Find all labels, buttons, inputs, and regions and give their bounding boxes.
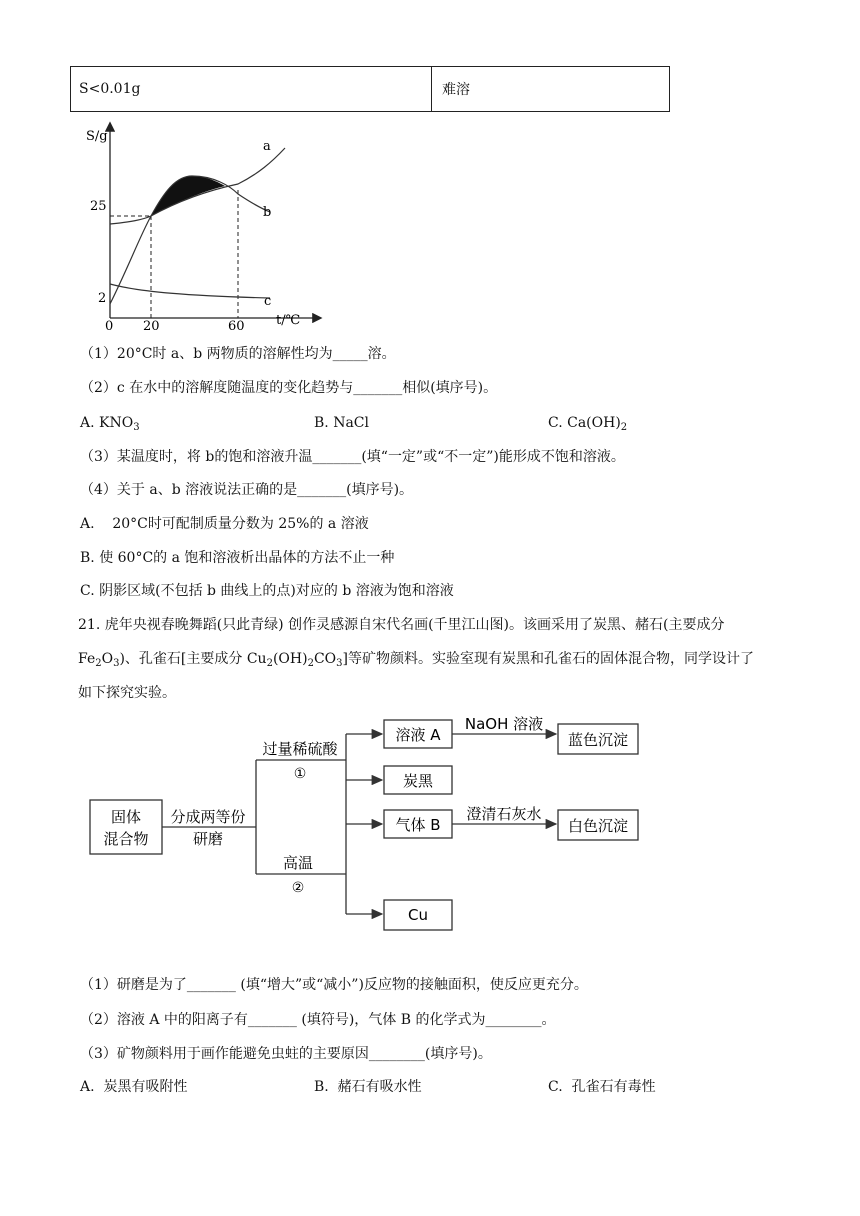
curve-c xyxy=(110,284,270,298)
q21-sub3-option-a: A. 炭黑有吸附性 xyxy=(80,1079,188,1095)
curve-label-b: b xyxy=(263,205,272,220)
q21-intro-line1: 21. 虎年央视春晚舞蹈(只此青绿) 创作灵感源自宋代名画(千里江山图)。该画采用了炭黑、赭石(主要成分 xyxy=(78,617,725,633)
y-tick-2: 2 xyxy=(98,291,107,306)
svg-text:气体 B: 气体 B xyxy=(395,816,441,834)
q20-sub2-option-c: C. $Ca(OH)_2$ xyxy=(548,415,628,433)
q21-intro-line2: $Fe_2O_3$)、孔雀石[主要成分 $Cu_2(OH)_2CO_3$]等矿物颜料。实验室现有炭黑和孔雀石的固体混合物，同学设计了 xyxy=(78,651,754,669)
q20-sub3: （3）某温度时，将 b的饱和溶液升温_______(填“一定”或“不一定”)能形成不饱和溶液。 xyxy=(80,449,625,465)
svg-text:溶液 A: 溶液 A xyxy=(395,726,441,744)
label-limewater: 澄清石灰水 xyxy=(466,805,542,823)
table-cell-solubility-class: 难溶 xyxy=(442,82,470,98)
x-tick-0: 0 xyxy=(105,319,114,334)
svg-text:白色沉淀: 白色沉淀 xyxy=(567,817,629,835)
q21-sub3-option-c: C. 孔雀石有毒性 xyxy=(548,1079,656,1095)
q20-sub4-option-b: B. 使 60°C的 a 饱和溶液析出晶体的方法不止一种 xyxy=(80,550,395,566)
q20-sub4: （4）关于 a、b 溶液说法正确的是_______(填序号)。 xyxy=(80,482,414,498)
q21-intro-line3: 如下探究实验。 xyxy=(78,685,176,701)
curve-a xyxy=(110,148,285,304)
label-split-grind-2: 研磨 xyxy=(192,830,224,848)
q20-sub2-option-a: A. $KNO_3$ xyxy=(80,415,140,433)
q20-sub4-option-c: C. 阴影区域(不包括 b 曲线上的点)对应的 b 溶液为饱和溶液 xyxy=(80,583,454,599)
svg-text:固体: 固体 xyxy=(110,808,142,826)
x-axis-label: t/℃ xyxy=(276,313,301,328)
q20-sub2: （2）c 在水中的溶解度随温度的变化趋势与_______相似(填序号)。 xyxy=(80,380,498,396)
label-split-grind-1: 分成两等份 xyxy=(170,808,246,826)
q20-sub1: （1）20°C时 a、b 两物质的溶解性均为_____溶。 xyxy=(80,346,396,362)
experiment-flowchart xyxy=(86,712,646,942)
label-naoh-solution: NaOH 溶液 xyxy=(464,715,544,733)
solubility-curve-graph xyxy=(80,118,330,334)
label-high-temperature: 高温 xyxy=(282,854,314,872)
svg-text:炭黑: 炭黑 xyxy=(402,772,434,790)
curve-label-c: c xyxy=(264,294,272,309)
q20-sub4-option-a: A. 20°C时可配制质量分数为 25%的 a 溶液 xyxy=(80,516,369,532)
curve-label-a: a xyxy=(263,139,271,154)
label-dilute-sulfuric-acid: 过量稀硫酸 xyxy=(262,740,338,758)
q21-sub3: （3）矿物颜料用于画作能避免虫蛀的主要原因________(填序号)。 xyxy=(80,1046,492,1062)
y-axis-label: S/g xyxy=(86,129,108,144)
y-tick-25: 25 xyxy=(90,199,107,214)
q21-sub3-option-b: B. 赭石有吸水性 xyxy=(314,1079,422,1095)
table-cell-solubility-range: S<0.01g xyxy=(71,67,432,111)
label-step-2: ② xyxy=(291,880,305,896)
svg-text:Cu: Cu xyxy=(408,906,428,924)
svg-text:蓝色沉淀: 蓝色沉淀 xyxy=(567,731,629,749)
svg-text:混合物: 混合物 xyxy=(103,830,149,848)
q20-sub2-option-b: B. NaCl xyxy=(314,415,369,431)
x-tick-20: 20 xyxy=(143,319,160,334)
label-step-1: ① xyxy=(293,766,307,782)
solubility-table-row xyxy=(70,66,670,112)
q21-sub1: （1）研磨是为了_______ (填“增大”或“减小”)反应物的接触面积，使反应更充分。 xyxy=(80,977,588,993)
q21-sub2: （2）溶液 A 中的阳离子有_______ (填符号)，气体 B 的化学式为________。 xyxy=(80,1012,556,1028)
x-tick-60: 60 xyxy=(228,319,245,334)
